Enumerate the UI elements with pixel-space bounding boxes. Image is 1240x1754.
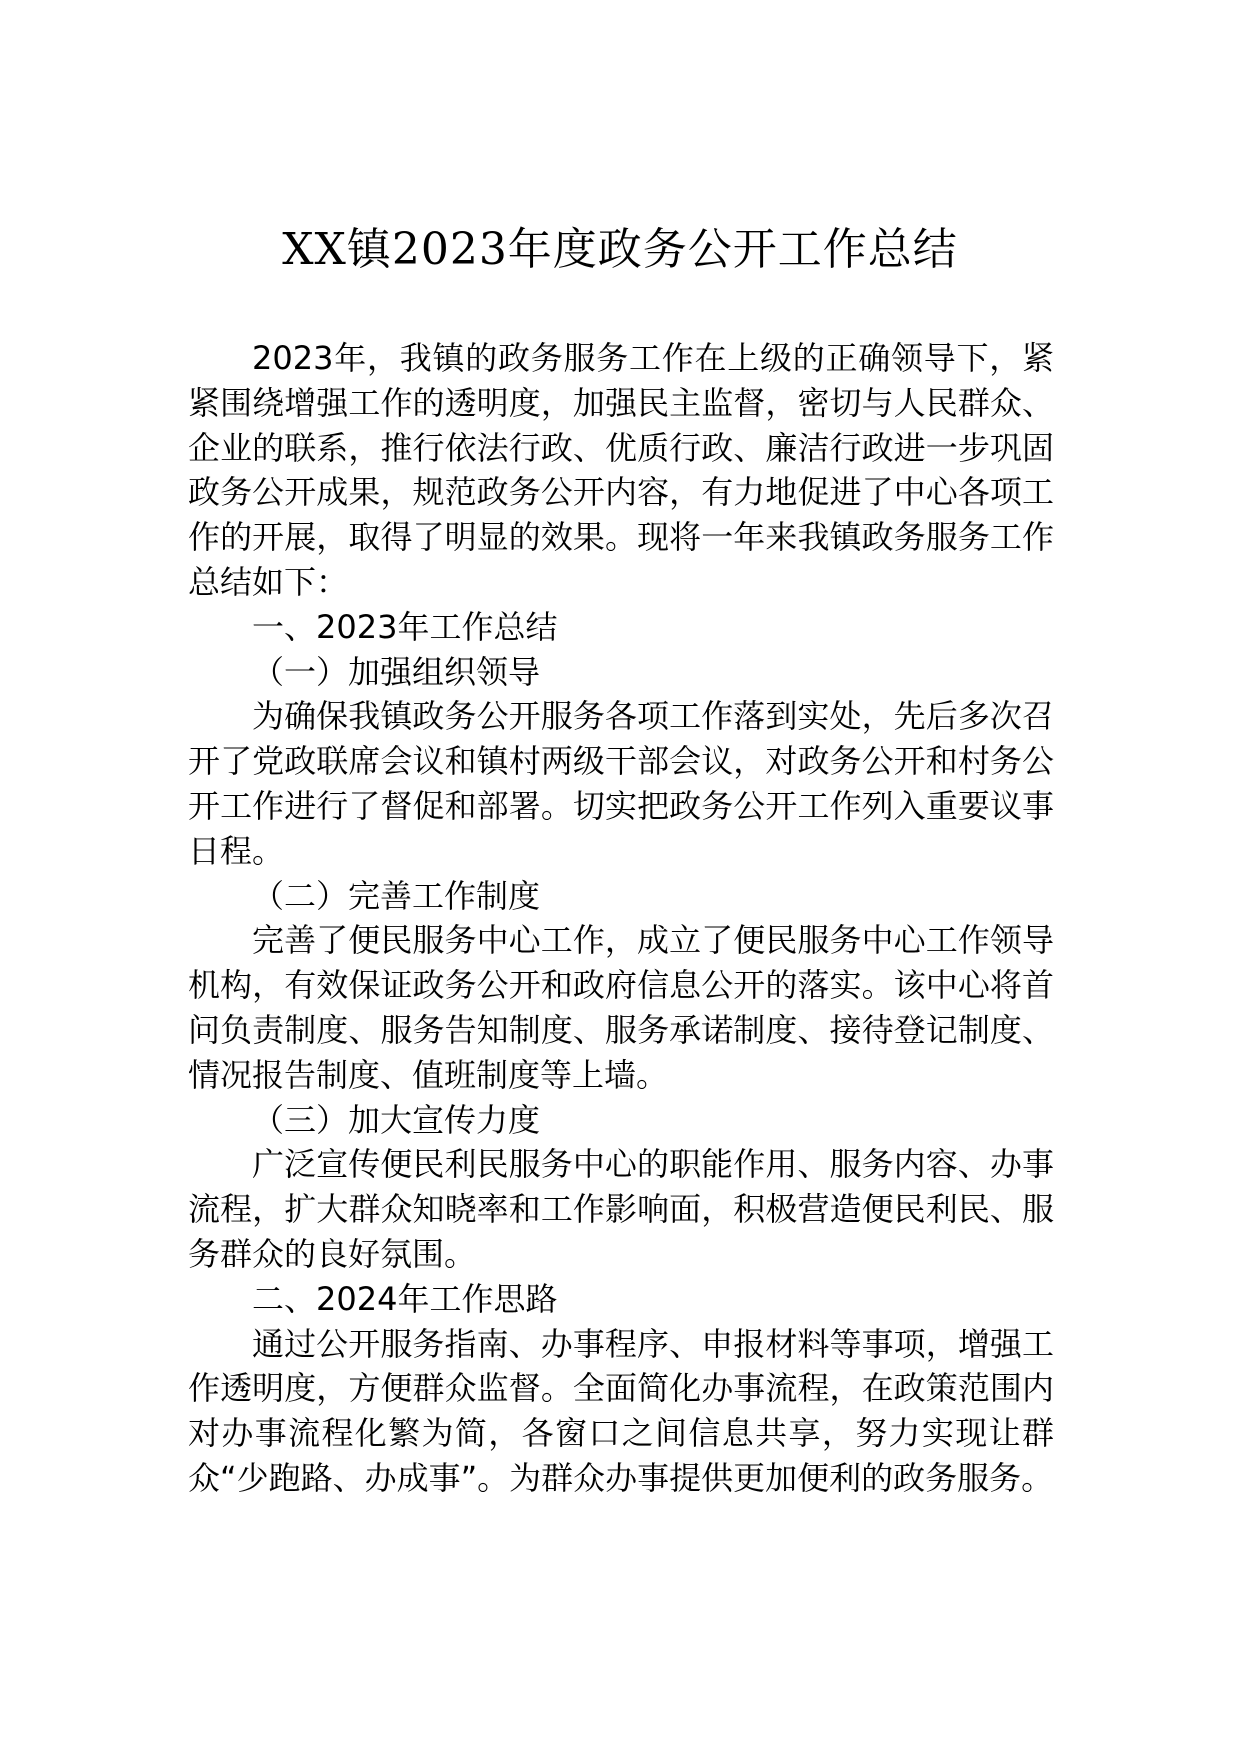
paragraph-2024-plan: 通过公开服务指南、办事程序、申报材料等事项，增强工作透明度，方便群众监督。全面简化办事流程，在政策范围内对办事流程化繁为简，各窗口之间信息共享，努力实现让群众“少跑路、办成事”。为群众办事提供更加便利的政务服务。 bbox=[188, 1324, 1054, 1497]
subsection-heading-organization: （一）加强组织领导 bbox=[252, 652, 541, 691]
document-body bbox=[188, 336, 1054, 1501]
paragraph-system: 完善了便民服务中心工作，成立了便民服务中心工作领导机构，有效保证政务公开和政府信息公开的落实。该中心将首问负责制度、服务告知制度、服务承诺制度、接待登记制度、情况报告制度、值班制度等上墙。 bbox=[188, 921, 1054, 1094]
paragraph-organization: 为确保我镇政务公开服务各项工作落到实处，先后多次召开了党政联席会议和镇村两级干部会议，对政务公开和村务公开工作进行了督促和部署。切实把政务公开工作列入重要议事日程。 bbox=[188, 697, 1054, 870]
section-heading-2023-summary: 一、2023年工作总结 bbox=[252, 607, 558, 646]
subsection-heading-system: （二）完善工作制度 bbox=[252, 876, 541, 915]
section-heading-2024-plan: 二、2024年工作思路 bbox=[252, 1279, 558, 1318]
document-title: XX镇2023年度政务公开工作总结 bbox=[282, 224, 958, 275]
paragraph-publicity: 广泛宣传便民利民服务中心的职能作用、服务内容、办事流程，扩大群众知晓率和工作影响面，积极营造便民利民、服务群众的良好氛围。 bbox=[188, 1145, 1054, 1273]
subsection-heading-publicity: （三）加大宣传力度 bbox=[252, 1100, 541, 1139]
intro-paragraph: 2023年，我镇的政务服务工作在上级的正确领导下，紧紧围绕增强工作的透明度，加强民主监督，密切与人民群众、企业的联系，推行依法行政、优质行政、廉洁行政进一步巩固政务公开成果，规范政务公开内容，有力地促进了中心各项工作的开展，取得了明显的效果。现将一年来我镇政务服务工作总结如下： bbox=[188, 339, 1054, 601]
